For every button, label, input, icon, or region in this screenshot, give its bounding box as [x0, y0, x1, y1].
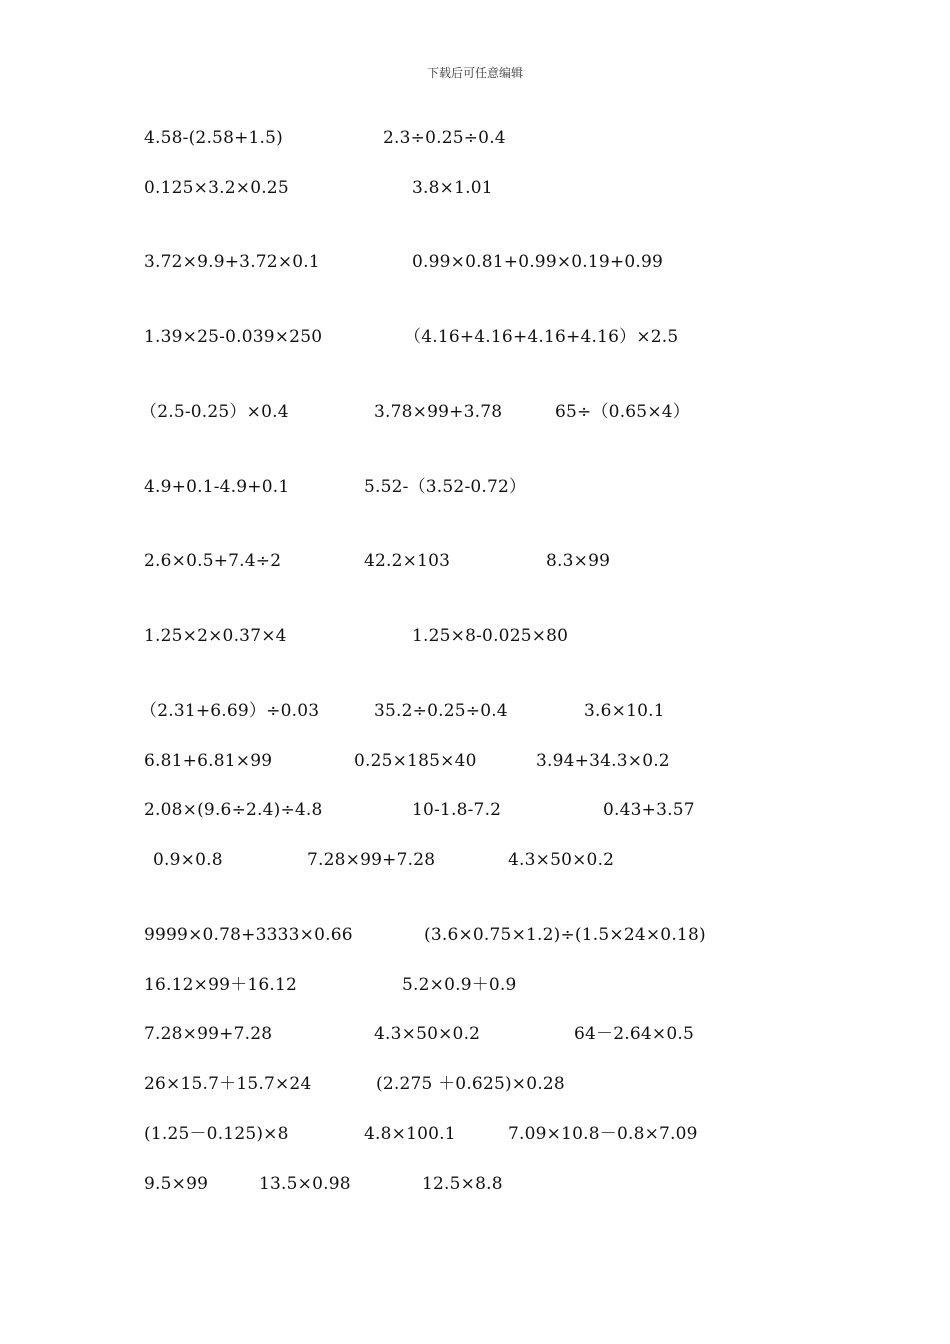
math-problem: 0.43+3.57 [603, 800, 695, 820]
math-problem: (1.25－0.125)×8 [144, 1124, 289, 1144]
math-problem: 42.2×103 [364, 551, 451, 571]
math-problem: 16.12×99＋16.12 [144, 975, 298, 995]
math-problem: 9.5×99 [144, 1174, 209, 1194]
page-header: 下载后可任意编辑 [426, 66, 523, 80]
math-problem: 13.5×0.98 [259, 1174, 351, 1194]
math-problem: 1.25×8-0.025×80 [412, 626, 569, 646]
math-problem: 65÷（0.65×4） [555, 402, 690, 422]
math-problem: 2.6×0.5+7.4÷2 [144, 551, 282, 571]
math-problem: 3.94+34.3×0.2 [536, 751, 670, 771]
math-problem: 5.52-（3.52-0.72） [364, 477, 527, 497]
math-problem: 64－2.64×0.5 [574, 1024, 694, 1044]
math-problem: 4.9+0.1-4.9+0.1 [144, 477, 290, 497]
math-problem: 9999×0.78+3333×0.66 [144, 925, 353, 945]
math-problem: 0.25×185×40 [354, 751, 477, 771]
math-problem: 0.99×0.81+0.99×0.19+0.99 [412, 252, 664, 272]
math-problem: 1.25×2×0.37×4 [144, 626, 287, 646]
math-problem: 26×15.7＋15.7×24 [144, 1074, 312, 1094]
math-problem: 4.58-(2.58+1.5) [144, 128, 283, 148]
math-problem: （2.5-0.25）×0.4 [140, 402, 289, 422]
math-problem: 4.3×50×0.2 [374, 1024, 481, 1044]
math-problem: 3.8×1.01 [412, 178, 493, 198]
math-problem: 2.3÷0.25÷0.4 [383, 128, 506, 148]
math-problem: 4.8×100.1 [364, 1124, 456, 1144]
math-problem: 3.78×99+3.78 [374, 402, 503, 422]
math-problem: 3.72×9.9+3.72×0.1 [144, 252, 320, 272]
math-problem: （4.16+4.16+4.16+4.16）×2.5 [404, 327, 679, 347]
math-problem: 7.28×99+7.28 [144, 1024, 273, 1044]
math-problem: 10-1.8-7.2 [412, 800, 502, 820]
math-problem: 0.9×0.8 [153, 850, 223, 870]
math-problem: (3.6×0.75×1.2)÷(1.5×24×0.18) [424, 925, 706, 945]
math-problem: 4.3×50×0.2 [508, 850, 615, 870]
math-problem: (2.275 ＋0.625)×0.28 [376, 1074, 565, 1094]
math-problem: （2.31+6.69）÷0.03 [140, 701, 320, 721]
math-problem: 1.39×25-0.039×250 [144, 327, 323, 347]
math-problem: 2.08×(9.6÷2.4)÷4.8 [144, 800, 323, 820]
math-problem: 6.81+6.81×99 [144, 751, 273, 771]
math-problem: 8.3×99 [546, 551, 611, 571]
math-problem: 7.09×10.8－0.8×7.09 [508, 1124, 698, 1144]
math-problem: 5.2×0.9＋0.9 [402, 975, 517, 995]
math-problem: 35.2÷0.25÷0.4 [374, 701, 508, 721]
math-problem: 7.28×99+7.28 [307, 850, 436, 870]
math-problem: 12.5×8.8 [422, 1174, 503, 1194]
math-problem: 3.6×10.1 [584, 701, 665, 721]
math-problem: 0.125×3.2×0.25 [144, 178, 289, 198]
